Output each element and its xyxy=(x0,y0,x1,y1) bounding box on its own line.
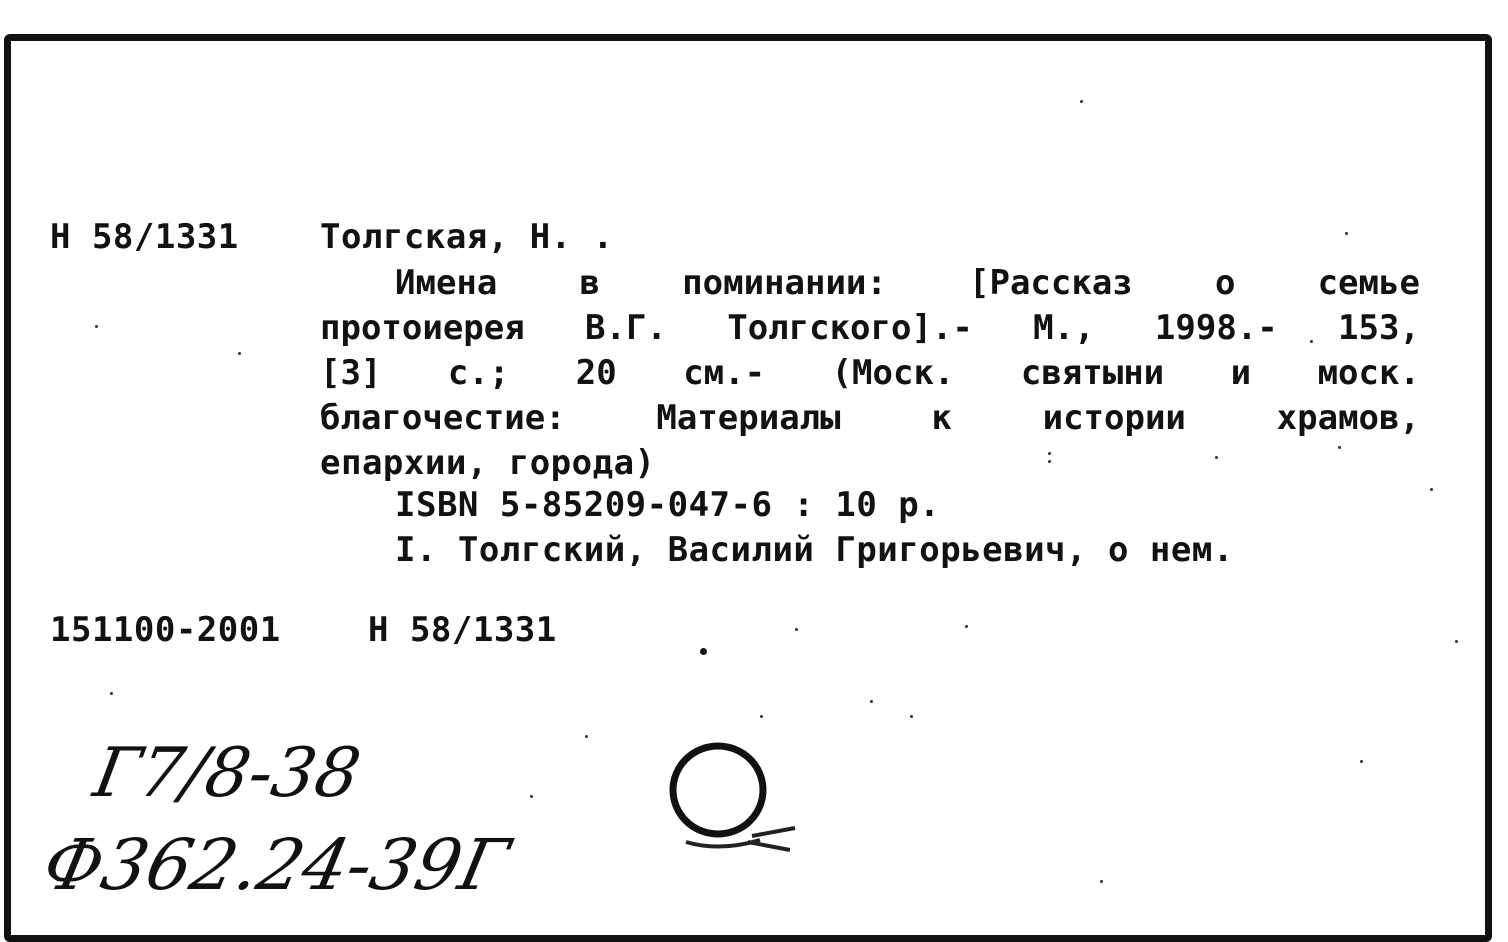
word: семье xyxy=(1317,263,1420,303)
speckle xyxy=(700,648,707,655)
speckle xyxy=(910,715,913,718)
word: моск. xyxy=(1317,353,1420,393)
footer-shelf-mark: Н 58/1331 xyxy=(368,610,557,650)
speckle xyxy=(870,700,873,703)
speckle xyxy=(1345,232,1348,235)
word: благочестие: xyxy=(320,398,566,438)
speckle xyxy=(1048,460,1051,463)
speckle xyxy=(110,692,113,695)
handwritten-note-1: Г7/8-38 xyxy=(88,734,367,813)
word: протоиерея xyxy=(320,308,525,348)
word: Материалы xyxy=(656,398,841,438)
word: 20 xyxy=(575,353,617,393)
word: истории xyxy=(1042,398,1186,438)
word: к xyxy=(931,398,952,438)
word: поминании: xyxy=(682,263,887,303)
word: Имена xyxy=(395,263,498,303)
speckle xyxy=(760,715,763,718)
word: с.; xyxy=(447,353,510,393)
word: [Рассказ xyxy=(969,263,1133,303)
speckle xyxy=(1455,640,1458,643)
word: В.Г. xyxy=(585,308,667,348)
speckle xyxy=(1100,880,1103,883)
word: в xyxy=(579,263,600,303)
speckle xyxy=(530,795,533,798)
author-heading: Толгская, Н. . xyxy=(320,217,614,257)
title-line-1 xyxy=(395,263,1420,303)
footer-number: 151100-2001 xyxy=(50,610,281,650)
speckle xyxy=(585,735,588,738)
speckle xyxy=(1338,446,1341,449)
title-line-4 xyxy=(320,398,1420,438)
word: святыни xyxy=(1020,353,1165,393)
word: М., xyxy=(1033,308,1095,348)
word: см.- xyxy=(683,353,766,393)
speckle xyxy=(965,625,968,628)
word: и xyxy=(1230,353,1252,393)
speckle xyxy=(1215,456,1218,459)
handwritten-note-2: Ф362.24-39Г xyxy=(36,824,516,906)
speckle xyxy=(95,325,98,328)
title-line-2 xyxy=(320,308,1420,348)
title-line-3 xyxy=(320,353,1420,393)
subject-line: I. Толгский, Василий Григорьевич, о нем. xyxy=(395,530,1234,570)
speckle xyxy=(1430,488,1433,491)
speckle xyxy=(1048,452,1051,455)
word: (Моск. xyxy=(831,353,955,393)
word: о xyxy=(1214,263,1236,303)
word: храмов, xyxy=(1276,398,1420,438)
speckle xyxy=(1360,760,1363,763)
word: 1998.- xyxy=(1154,308,1278,348)
shelf-mark: Н 58/1331 xyxy=(50,217,239,257)
speckle xyxy=(1310,340,1313,343)
word: Толгского].- xyxy=(727,308,973,348)
title-line-5: епархии, города) xyxy=(320,443,656,483)
speckle xyxy=(238,352,241,355)
isbn-line: ISBN 5-85209-047-6 : 10 р. xyxy=(395,485,941,525)
speckle xyxy=(795,628,798,631)
word: 153, xyxy=(1338,308,1420,348)
word: [3] xyxy=(320,353,382,393)
speckle xyxy=(1080,100,1083,103)
